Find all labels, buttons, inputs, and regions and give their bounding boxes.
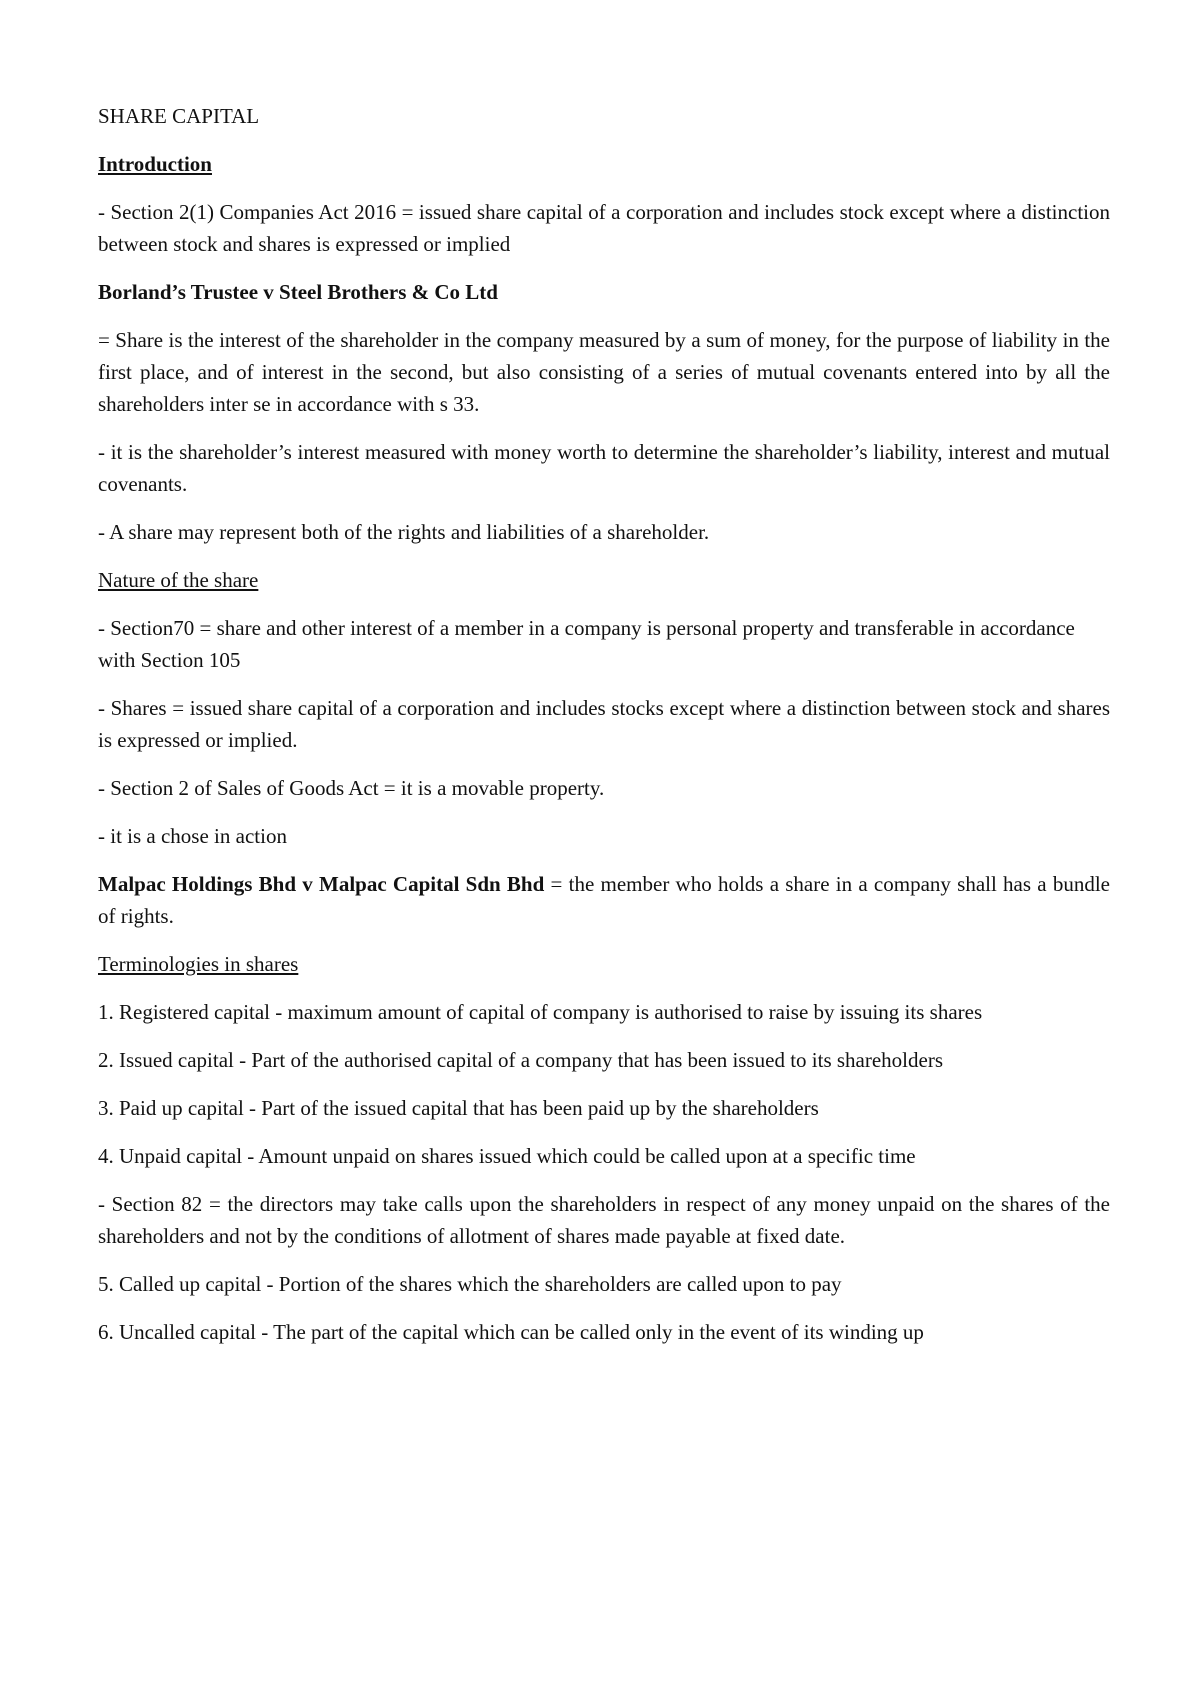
case-borland-name: Borland’s Trustee v Steel Brothers & Co Ltd [98,280,498,304]
case-malpac-paragraph [98,868,1110,932]
intro-section-paragraph: - Section 2(1) Companies Act 2016 = issued share capital of a corporation and includes stock except where a distinction between stock and shares is expressed or implied [98,200,1110,256]
terminologies-heading: Terminologies in shares [98,952,299,976]
nature-item: - Shares = issued share capital of a corporation and includes stocks except where a distinction between stock and shares is expressed or implied. [98,696,1110,752]
term-item: 4. Unpaid capital - Amount unpaid on shares issued which could be called upon at a specific time [98,1144,916,1168]
nature-item: - Section 2 of Sales of Goods Act = it is a movable property. [98,776,605,800]
case-malpac-text: = the member who holds a share in a company shall has a bundle of rights. [98,872,1110,928]
case-borland-point-2: - A share may represent both of the rights and liabilities of a shareholder. [98,520,710,544]
term-item: 2. Issued capital - Part of the authorised capital of a company that has been issued to its shareholders [98,1048,944,1072]
term-item: 1. Registered capital - maximum amount of capital of company is authorised to raise by issuing its shares [98,1000,983,1024]
term-item: 6. Uncalled capital - The part of the capital which can be called only in the event of its winding up [98,1320,924,1344]
term-item: 3. Paid up capital - Part of the issued capital that has been paid up by the shareholders [98,1096,819,1120]
term-item: - Section 82 = the directors may take calls upon the shareholders in respect of any money unpaid on the shares of the shareholders and not by the conditions of allotment of shares made payable at fixed date. [98,1192,1110,1248]
document-page [98,100,1110,1364]
nature-heading: Nature of the share [98,568,259,592]
document-title: SHARE CAPITAL [98,104,260,128]
case-borland-point-1: - it is the shareholder’s interest measured with money worth to determine the shareholder’s liability, interest and mutual covenants. [98,440,1110,496]
case-borland-definition: = Share is the interest of the shareholder in the company measured by a sum of money, for the purpose of liability in the first place, and of interest in the second, but also consisting of a series of mutual covenants entered into by all the shareholders inter se in accordance with s 33. [98,328,1110,416]
introduction-heading: Introduction [98,152,212,176]
nature-item: - Section70 = share and other interest of a member in a company is personal property and transferable in accordance with Section 105 [98,616,1075,672]
case-malpac-name: Malpac Holdings Bhd v Malpac Capital Sdn Bhd [98,872,545,896]
nature-item: - it is a chose in action [98,824,287,848]
term-item: 5. Called up capital - Portion of the shares which the shareholders are called upon to pay [98,1272,842,1296]
